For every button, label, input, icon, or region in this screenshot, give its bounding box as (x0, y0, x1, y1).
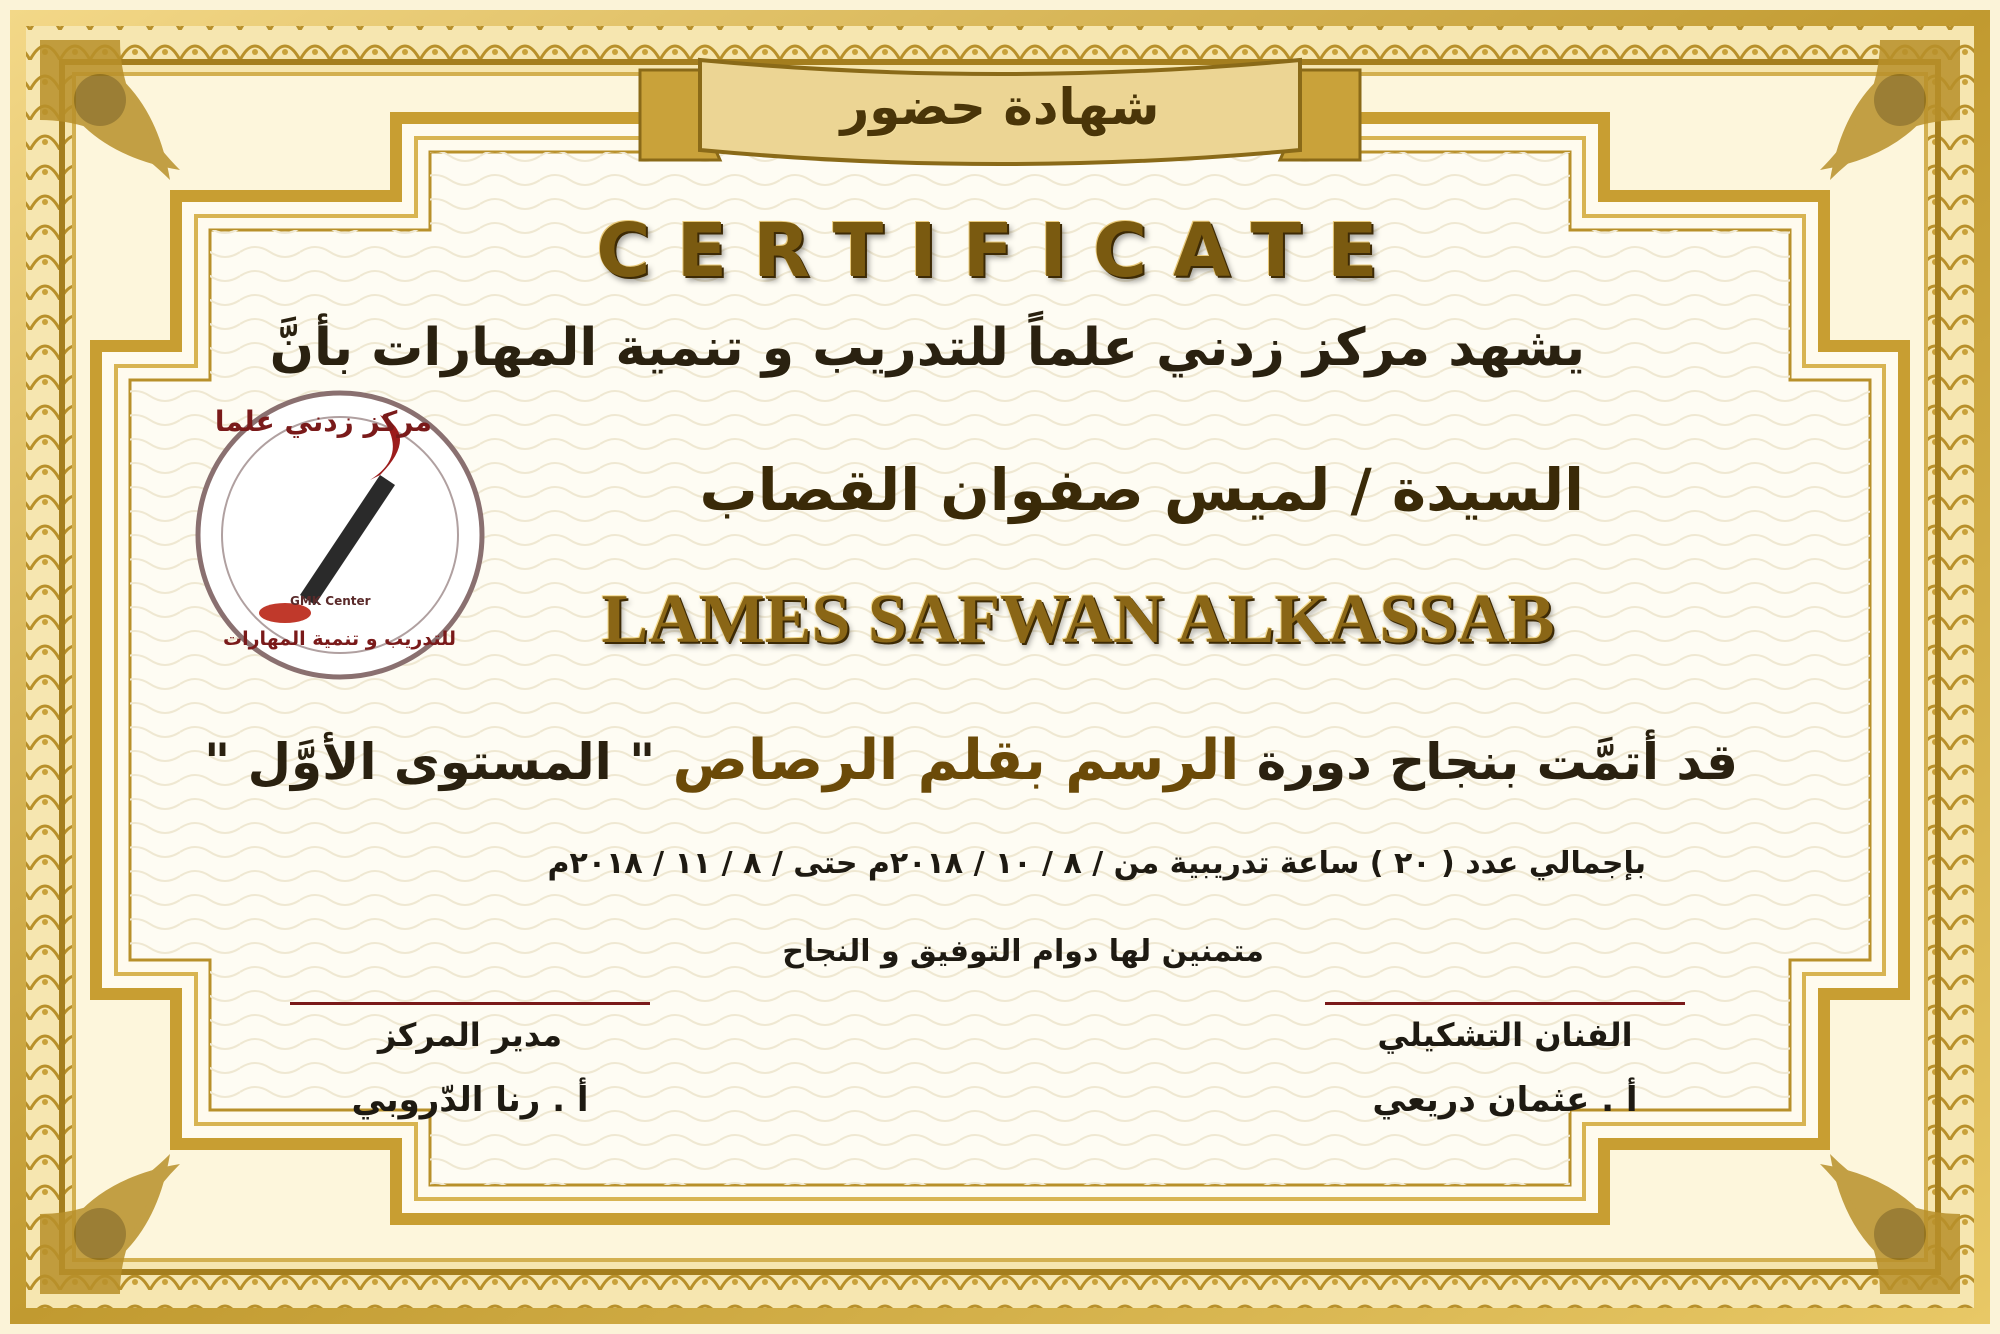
logo-badge: GMK Center (290, 594, 371, 608)
intro-text: يشهد مركز زدني علماً للتدريب و تنمية المهارات بأنَّ (269, 318, 1585, 378)
course-name: الرسم بقلم الرصاص (672, 728, 1240, 793)
certificate-title: CERTIFICATE (596, 208, 1404, 294)
signature-title-left: مدير المركز (377, 1016, 563, 1054)
recipient-name-english: LAMES SAFWAN ALKASSAB (601, 581, 1555, 658)
logo-arc-bottom: للتدريب و تنمية المهارات (223, 628, 456, 650)
signature-title-right: الفنان التشكيلي (1377, 1016, 1633, 1054)
recipient-name-arabic: السيدة / لميس صفوان القصاب (699, 456, 1584, 524)
course-prefix: قد أتمَّت بنجاح دورة (1239, 733, 1738, 791)
course-level: " المستوى الأوَّل " (204, 733, 673, 791)
hours-line: بإجمالي عدد ( ٢٠ ) ساعة تدريبية من / ٨ / ١٠ / ٢٠١٨م حتى / ٨ / ١١ / ٢٠١٨م (547, 846, 1646, 881)
ribbon-title: شهادة حضور (840, 78, 1160, 136)
signature-line-right (1325, 1002, 1685, 1005)
logo-arc-top: مركز زدني علما (214, 405, 432, 438)
signature-line-left (290, 1002, 650, 1005)
wish-line: متمنين لها دوام التوفيق و النجاح (782, 934, 1264, 969)
signature-name-left: أ . رنا الدّروبي (351, 1080, 589, 1120)
signature-name-right: أ . عثمان دريعي (1372, 1080, 1638, 1120)
course-line (204, 728, 1738, 793)
